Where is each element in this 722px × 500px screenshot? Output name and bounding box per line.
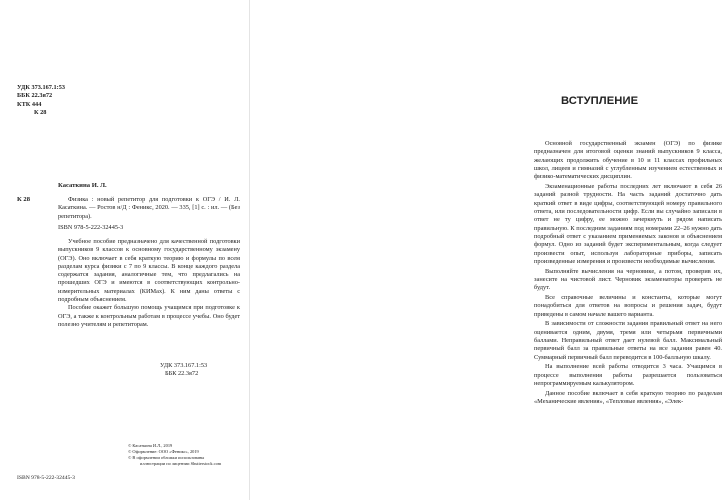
copyright-block — [128, 443, 248, 467]
paragraph: На выполнение всей работы отводится 3 часа. Учащимся в процессе выполнения работы разрешается пользоваться непрограммируемым калькулятором. — [534, 363, 722, 388]
copyright-line: © В оформлении обложки использованы — [128, 454, 205, 460]
udk-code: УДК 373.167.1:53 — [160, 362, 208, 369]
annotation — [58, 238, 240, 329]
paragraph: Все справочные величины и константы, которые могут понадобиться для ответов на вопросы и решения задач, будут приведены в самом начале вашего варианта. — [534, 294, 722, 318]
isbn-footer: ISBN 978-5-222-32445-3 — [17, 475, 75, 481]
author-sign-label: К 28 — [17, 196, 31, 203]
paragraph: В зависимости от сложности задания правильный ответ на него оценивается одним, двумя, тремя или четырьмя первичными баллами. Неправильный ответ дает нулевой балл. Максимальный первичный балл за правильные ответы на все задания равен 40. Суммарный первичный балл переводится в 100-балльную шкалу. — [534, 320, 722, 361]
udk-footer — [160, 362, 207, 379]
isbn: ISBN 978-5-222-32445-3 — [58, 223, 124, 231]
bibliographic-description: Физика : новый репетитор для подготовки к ОГЭ / И. Л. Касаткина. — Ростов н/Д : Феникс, 2020. — 335, [1] с. : ил. — (Без репетитора). — [58, 196, 240, 220]
udk-header — [17, 84, 65, 117]
copyright-line: иллюстрации по лицензии Shutterstock.com — [140, 460, 222, 466]
udk-code: УДК 373.167.1:53 — [17, 84, 66, 91]
paragraph: Основной государственный экзамен (ОГЭ) по физике предназначен для итоговой оценки знаний выпускников 9 класса, желающих продолжить обучение в 10 и 11 классах профильных школ, лицеев и гимназий с углубленным изучением естественных и физико-математических дисциплин. — [534, 140, 722, 181]
paragraph: Выполняйте вычисления на черновике, а потом, проверив их, занесите на чистовой лист. Черновик экзаменаторы проверять не будут. — [534, 267, 722, 292]
bbk-code: ББК 22.3я72 — [17, 92, 53, 100]
author-sign-code: К 28 — [34, 108, 47, 116]
bibliographic-entry — [58, 196, 240, 232]
paragraph: Экзаменационные работы последних лет включают в себя 26 заданий разной трудности. На часть заданий достаточно дать краткий ответ в виде цифры, соответствующей номеру правильного ответа, или последовательности цифр. Если вы случайно записали в ответ не ту цифру, ее можно зачеркнуть и рядом написать правильную. К последним заданиям под номерами 22–26 нужно дать подробный ответ с указанием применяемых законов и объяснением формул. Одно из заданий будет экспериментальным, когда следует произвести опыт, используя лабораторные приборы, записать произведенные измерения и произвести необходимые вычисления. — [534, 183, 722, 266]
page-title: ВСТУПЛЕНИЕ — [561, 95, 639, 107]
body-text — [534, 140, 722, 408]
author-name: Касаткина И. Л. — [58, 182, 107, 189]
left-page — [0, 0, 250, 500]
copyright-line: © Касаткина И.Л., 2019 — [128, 443, 173, 448]
paragraph: Данное пособие включает в себя краткую теорию по разделам «Механические явления», «Тепловые явления», «Элек- — [534, 389, 722, 406]
copyright-line: © Оформление: ООО «Феникс», 2019 — [128, 448, 199, 454]
bbk-code: ББК 22.3я72 — [165, 370, 199, 378]
annotation-paragraph: Пособие окажет большую помощь учащимся при подготовке к ОГЭ, а также к контрольным работам в процессе учебы. Оно будет полезно учителям и репетиторам. — [58, 304, 240, 328]
ktk-code: КТК 444 — [17, 100, 42, 108]
annotation-paragraph: Учебное пособие предназначено для качественной подготовки выпускников 9 классов к основному государственному экзамену (ОГЭ). Оно включает в себя краткую теорию и формулы по всем разделам курса физики с 7 по 9 классы. В конце каждого раздела содержатся задания, аналогичные тем, что предлагались на прошедших ОГЭ и имеются в соответствующих контрольно-измерительных материалах (КИМах). К ним даны ответы с подробным объяснением. — [58, 238, 240, 304]
right-page — [250, 0, 722, 500]
